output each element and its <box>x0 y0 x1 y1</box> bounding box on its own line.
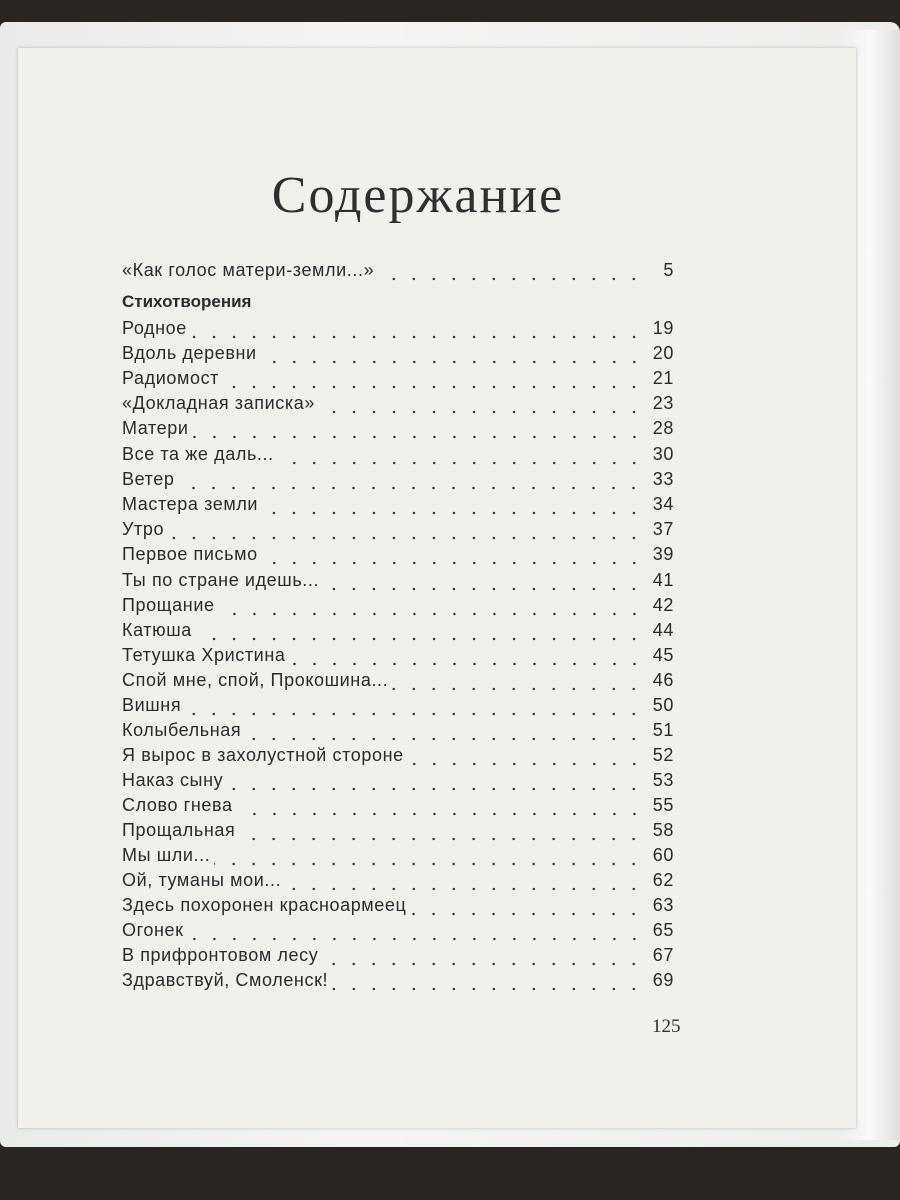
toc-entry-title: Родное <box>122 318 187 338</box>
toc-entry-title: «Докладная записка» <box>122 393 315 413</box>
toc-entry-page: 53 <box>652 770 674 790</box>
toc-entry-title: Здравствуй, Смоленск! <box>122 970 329 990</box>
dot-leader <box>219 612 644 616</box>
toc-entry-page: 20 <box>652 343 674 363</box>
toc-entry-title: В прифронтовом лесу <box>122 945 319 965</box>
toc-entry-title: Первое письмо <box>122 544 258 564</box>
toc-entry <box>122 645 674 671</box>
toc-entry <box>122 444 674 470</box>
dot-leader <box>392 687 644 691</box>
toc-entry <box>122 770 674 796</box>
toc-entry-page: 30 <box>652 444 674 464</box>
toc-entry-page: 55 <box>652 795 674 815</box>
toc-entry <box>122 970 674 996</box>
toc-entry-title: Вдоль деревни <box>122 343 257 363</box>
toc-entry-page: 28 <box>652 418 674 438</box>
toc-entry-title: Ой, туманы мои... <box>122 870 282 890</box>
toc-entry-title: Матери <box>122 418 189 438</box>
toc-entry <box>122 570 674 596</box>
page-title: Содержание <box>271 167 565 224</box>
toc-entry-page: 23 <box>652 393 674 413</box>
dot-leader <box>323 587 644 591</box>
toc-entry-title: Радиомост <box>122 368 220 388</box>
toc-entry <box>122 318 674 344</box>
toc-entry-title: Здесь похоронен красноармеец <box>122 895 407 915</box>
book-page <box>18 48 856 1128</box>
page-number: 125 <box>652 1016 681 1037</box>
toc-entry <box>122 945 674 971</box>
toc-entry-title: Тетушка Христина <box>122 645 286 665</box>
dot-leader <box>278 461 644 465</box>
toc-entry <box>122 368 674 394</box>
toc-entry-page: 34 <box>652 494 674 514</box>
toc-entry-title: Катюша <box>122 620 192 640</box>
toc-entry <box>122 469 674 495</box>
toc-entry-page: 62 <box>652 870 674 890</box>
toc-entry <box>122 544 674 570</box>
dot-leader <box>178 486 644 490</box>
toc-entry-page: 60 <box>652 845 674 865</box>
toc-entry <box>122 494 674 520</box>
toc-entry <box>122 820 674 846</box>
dot-leader <box>193 435 644 439</box>
toc-entry-title: Наказ сыну <box>122 770 224 790</box>
dot-leader <box>262 561 644 565</box>
dot-leader <box>285 887 644 891</box>
toc-entry <box>122 260 674 286</box>
toc-entry-title: Ветер <box>122 469 175 489</box>
toc-entry <box>122 920 674 946</box>
dot-leader <box>188 937 644 941</box>
toc-entry-title: Все та же даль... <box>122 444 274 464</box>
dot-leader <box>410 912 644 916</box>
toc-entry <box>122 895 674 921</box>
toc-entry-page: 65 <box>652 920 674 940</box>
dot-leader <box>239 837 644 841</box>
toc-entry-page: 52 <box>652 745 674 765</box>
toc-entry-page: 33 <box>652 469 674 489</box>
toc-entry-title: Вишня <box>122 695 182 715</box>
dot-leader <box>290 662 645 666</box>
toc-entry <box>122 595 674 621</box>
dot-leader <box>262 511 644 515</box>
dot-leader <box>237 812 644 816</box>
toc-entry <box>122 795 674 821</box>
dot-leader <box>261 360 644 364</box>
toc-entry-page: 69 <box>652 970 674 990</box>
toc-entry <box>122 870 674 896</box>
toc-entry-title: Колыбельная <box>122 720 242 740</box>
toc-entry-page: 63 <box>652 895 674 915</box>
toc-entry-page: 45 <box>652 645 674 665</box>
toc-entry-page: 21 <box>652 368 674 388</box>
toc-entry-page: 50 <box>652 695 674 715</box>
dot-leader <box>214 862 644 866</box>
toc-entry-title: Прощальная <box>122 820 236 840</box>
toc-entry-title: Огонек <box>122 920 184 940</box>
toc-entry-page: 44 <box>652 620 674 640</box>
toc-entry <box>122 343 674 369</box>
toc-entry-page: 42 <box>652 595 674 615</box>
toc-entry <box>122 670 674 696</box>
toc-entry <box>122 845 674 871</box>
toc-entry-page: 67 <box>652 945 674 965</box>
toc-entry-page: 37 <box>652 519 674 539</box>
toc-entry <box>122 418 674 444</box>
dot-leader <box>332 987 644 991</box>
dot-leader <box>378 277 644 281</box>
toc-entry-title: Мастера земли <box>122 494 259 514</box>
toc-entry <box>122 519 674 545</box>
toc-entry <box>122 745 674 771</box>
dot-leader <box>319 410 644 414</box>
toc-entry-title: Утро <box>122 519 165 539</box>
toc-entry-title: «Как голос матери-земли...» <box>122 260 375 280</box>
toc-entry-title: Спой мне, спой, Прокошина... <box>122 670 389 690</box>
toc-entry <box>122 393 674 419</box>
toc-entry-title: Прощание <box>122 595 215 615</box>
dot-leader <box>227 787 644 791</box>
toc-entry-page: 46 <box>652 670 674 690</box>
toc-entry-page: 19 <box>652 318 674 338</box>
toc-entry-title: Мы шли... <box>122 845 211 865</box>
toc-entry <box>122 695 674 721</box>
section-heading: Стихотворения <box>122 292 252 311</box>
toc-entry-page: 58 <box>652 820 674 840</box>
toc-entry-page: 41 <box>652 570 674 590</box>
toc-entry <box>122 720 674 746</box>
toc-entry <box>122 620 674 646</box>
dot-leader <box>185 712 644 716</box>
dot-leader <box>322 962 644 966</box>
dot-leader <box>223 385 644 389</box>
dot-leader <box>408 762 644 766</box>
toc-entry-title: Я вырос в захолустной стороне <box>122 745 404 765</box>
toc-entry-page: 51 <box>652 720 674 740</box>
toc-entry-title: Слово гнева <box>122 795 233 815</box>
toc-entry-title: Ты по стране идешь... <box>122 570 320 590</box>
toc-entry-page: 5 <box>663 260 674 280</box>
dot-leader <box>168 536 644 540</box>
dot-leader <box>191 335 644 339</box>
toc-entry-page: 39 <box>652 544 674 564</box>
dot-leader <box>245 737 644 741</box>
dot-leader <box>196 637 644 641</box>
